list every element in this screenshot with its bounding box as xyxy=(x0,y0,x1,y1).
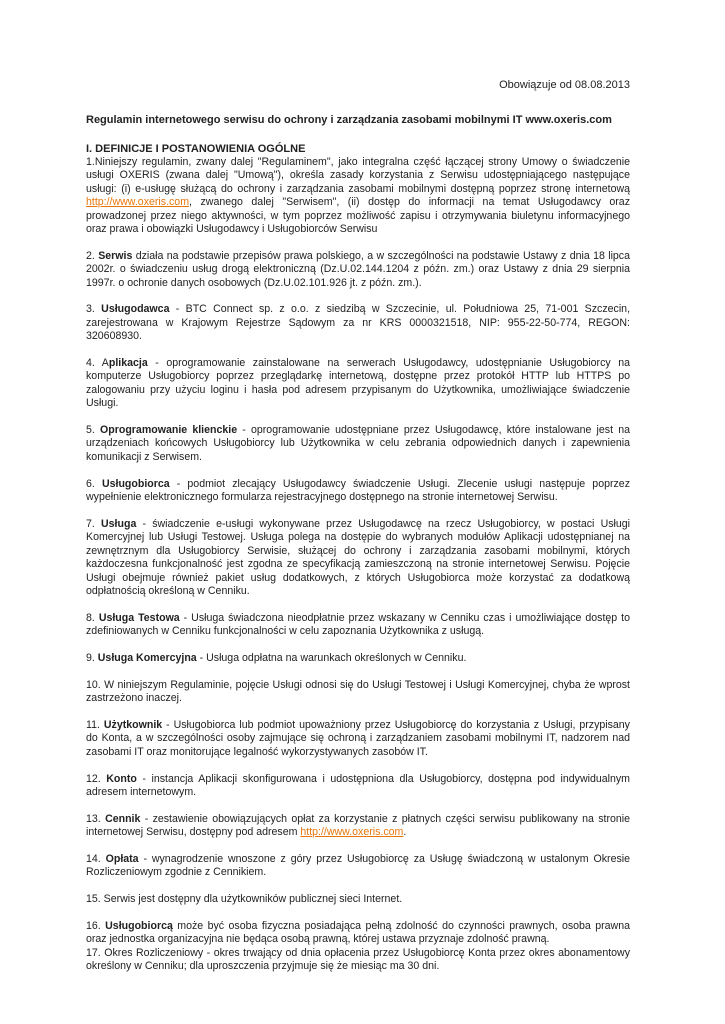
term: Opłata xyxy=(105,852,139,865)
paragraph-13: 13. Cennik - zestawienie obowiązujących opłat za korzystanie z płatnych części serwisu publikowany na stronie internetowej Serwisu, dostępny pod adresem http://www.oxeris.com. xyxy=(86,812,631,839)
paragraph-6: 6. Usługobiorca - podmiot zlecający Usługodawcy świadczenie Usługi. Zlecenie usługi następuje poprzez wypełnienie elektronicznego formularza rejestracyjnego dostępnego na stronie internetowej Serwisu. xyxy=(86,477,630,504)
paragraph-17: 17. Okres Rozliczeniowy - okres trwający od dnia opłacenia przez Usługobiorcę Konta przez okres abonamentowy określony w Cenniku; dla uproszczenia przyjmuje się że miesiąc ma 30 dni. xyxy=(86,946,630,973)
term: Konto xyxy=(106,772,137,785)
paragraph-16: 16. Usługobiorcą może być osoba fizyczna posiadająca pełną zdolność do czynności prawnych, osoba prawna oraz jednostka organizacyjna nie będąca osobą prawną, której ustawa przyznaje zdolność prawną. xyxy=(86,919,630,946)
term: Usługobiorcą xyxy=(105,919,173,932)
section-heading: I. DEFINICJE I POSTANOWIENIA OGÓLNE xyxy=(86,143,306,155)
paragraph-2: 2. Serwis działa na podstawie przepisów prawa polskiego, a w szczególności na podstawie Ustawy z dnia 18 lipca 2002r. o świadczeniu usług drogą elektroniczną (Dz.U.02.144.1204 z późn. zm.) oraz Ustawy z dnia 29 sierpnia 1997r. o ochronie danych osobowych (Dz.U.02.101.926 jt. z późn. zm.). xyxy=(86,249,630,289)
paragraph-5: 5. Oprogramowanie klienckie - oprogramowanie udostępniane przez Usługodawcę, które instalowane jest na urządzeniach końcowych Usługobiorcy lub Użytkownika w celu zebrania odpowiednich danych i zapewnienia komunikacji z Serwisem. xyxy=(86,424,631,463)
term: Cennik xyxy=(105,812,141,825)
term: Usługa Testowa xyxy=(98,611,180,624)
term: Usługobiorca xyxy=(101,477,170,490)
paragraph-4: 4. Aplikacja - oprogramowanie zainstalowane na serwerach Usługodawcy, udostępnianie Usługobiorcy na komputerze Usługobiorcy poprzez przeglądarkę internetową, dostępne przez protokół HTTP lub HTTPS po zalogowaniu przy użyciu loginu i hasła pod adresem przypisanym do Użytkownika, umożliwiające świadczenie Usługi. xyxy=(86,357,630,410)
oxeris-link[interactable]: http://www.oxeris.com xyxy=(86,196,190,209)
term: plikacja xyxy=(108,357,148,370)
paragraph-10: 10. W niniejszym Regulaminie, pojęcie Usługi odnosi się do Usługi Testowej i Usługi Komercyjnej, chyba że wprost zastrzeżono inaczej. xyxy=(86,678,630,705)
term: Użytkownik xyxy=(103,718,163,731)
document-title: Regulamin internetowego serwisu do ochrony i zarządzania zasobami mobilnymi IT www.oxeris.com xyxy=(86,114,612,126)
term: Serwis xyxy=(98,249,133,262)
effective-date: Obowiązuje od 08.08.2013 xyxy=(499,79,630,91)
paragraph-3: 3. Usługodawca - BTC Connect sp. z o.o. z siedzibą w Szczecinie, ul. Południowa 25, 71-001 Szczecin, zarejestrowana w Krajowym Rejestrze Sądowym za nr KRS 0000321518, NIP: 955-22-50-774, REGON: 320608930. xyxy=(86,303,631,343)
term: Usługa Komercyjna xyxy=(97,651,197,664)
term: Usługodawca xyxy=(101,303,170,316)
paragraph-15: 15. Serwis jest dostępny dla użytkowników publicznej sieci Internet. xyxy=(86,893,403,906)
paragraph-8: 8. Usługa Testowa - Usługa świadczona nieodpłatnie przez wskazany w Cenniku czas i umożliwiające dostęp to zdefiniowanych w Cenniku funkcjonalności w celu zapoznania Użytkownika z usługą. xyxy=(86,611,630,638)
paragraph-14: 14. Opłata - wynagrodzenie wnoszone z góry przez Usługobiorcę za Usługę świadczoną w ustalonym Okresie Rozliczeniowym zgodnie z Cennikiem. xyxy=(86,852,631,879)
paragraph-12: 12. Konto - instancja Aplikacji skonfigurowana i udostępniona dla Usługobiorcy, dostępna pod indywidualnym adresem internetowym. xyxy=(86,772,630,798)
term: Oprogramowanie klienckie xyxy=(100,424,238,437)
paragraph-9: 9. Usługa Komercyjna - Usługa odpłatna na warunkach określonych w Cenniku. xyxy=(86,651,467,664)
paragraph-7: 7. Usługa - świadczenie e-usługi wykonywane przez Usługodawcę na rzecz Usługobiorcy, w postaci Usługi Komercyjnej lub Usługi Testowej. Usługa polega na dostępie do wybranych modułów Aplikacji udostępnianej na zewnętrznym dla Usługobiorcy Serwisie, służącej do ochrony i zarządzania zasobami mobilnymi, których każdoczesna funkcjonalność jest zgodna ze specyfikacją zamieszczoną na stronie internetowej Serwisu. Pojęcie Usługi obejmuje również pakiet usług dodatkowych, z których Usługobiorca może korzystać za dodatkową odpłatnością określoną w Cenniku. xyxy=(86,517,631,597)
term: Usługa xyxy=(101,517,137,530)
document-body xyxy=(86,156,630,974)
oxeris-link[interactable]: http://www.oxeris.com xyxy=(300,826,404,839)
paragraph-1: 1.Niniejszy regulamin, zwany dalej "Regulaminem", jako integralna część łączącej strony Umowy o świadczenie usługi OXERIS (zwana dalej "Umową"), określa zasady korzystania z Serwisu udostępniającego następujące usługi: (i) e-usługę służącą do ochrony i zarządzania zasobami mobilnymi dostępną poprzez stronę internetową http://www.oxeris.com, zwanego dalej "Serwisem", (ii) dostęp do informacji na temat Usługodawcy oraz prowadzonej przez niego aktywności, w tym poprzez możliwość zapisu i otrzymywania biuletynu informacyjnego oraz prawa i obowiązki Usługodawcy i Usługobiorców Serwisu xyxy=(86,156,630,236)
paragraph-11: 11. Użytkownik - Usługobiorca lub podmiot upoważniony przez Usługobiorcę do korzystania z Usługi, przypisany do Konta, a w szczególności osoby zajmujące się ochroną i zarządzaniem zasobami mobilnymi IT, nadzorem nad zasobami IT oraz monitorujące legalność wykorzystywanych zasobów IT. xyxy=(86,718,630,758)
